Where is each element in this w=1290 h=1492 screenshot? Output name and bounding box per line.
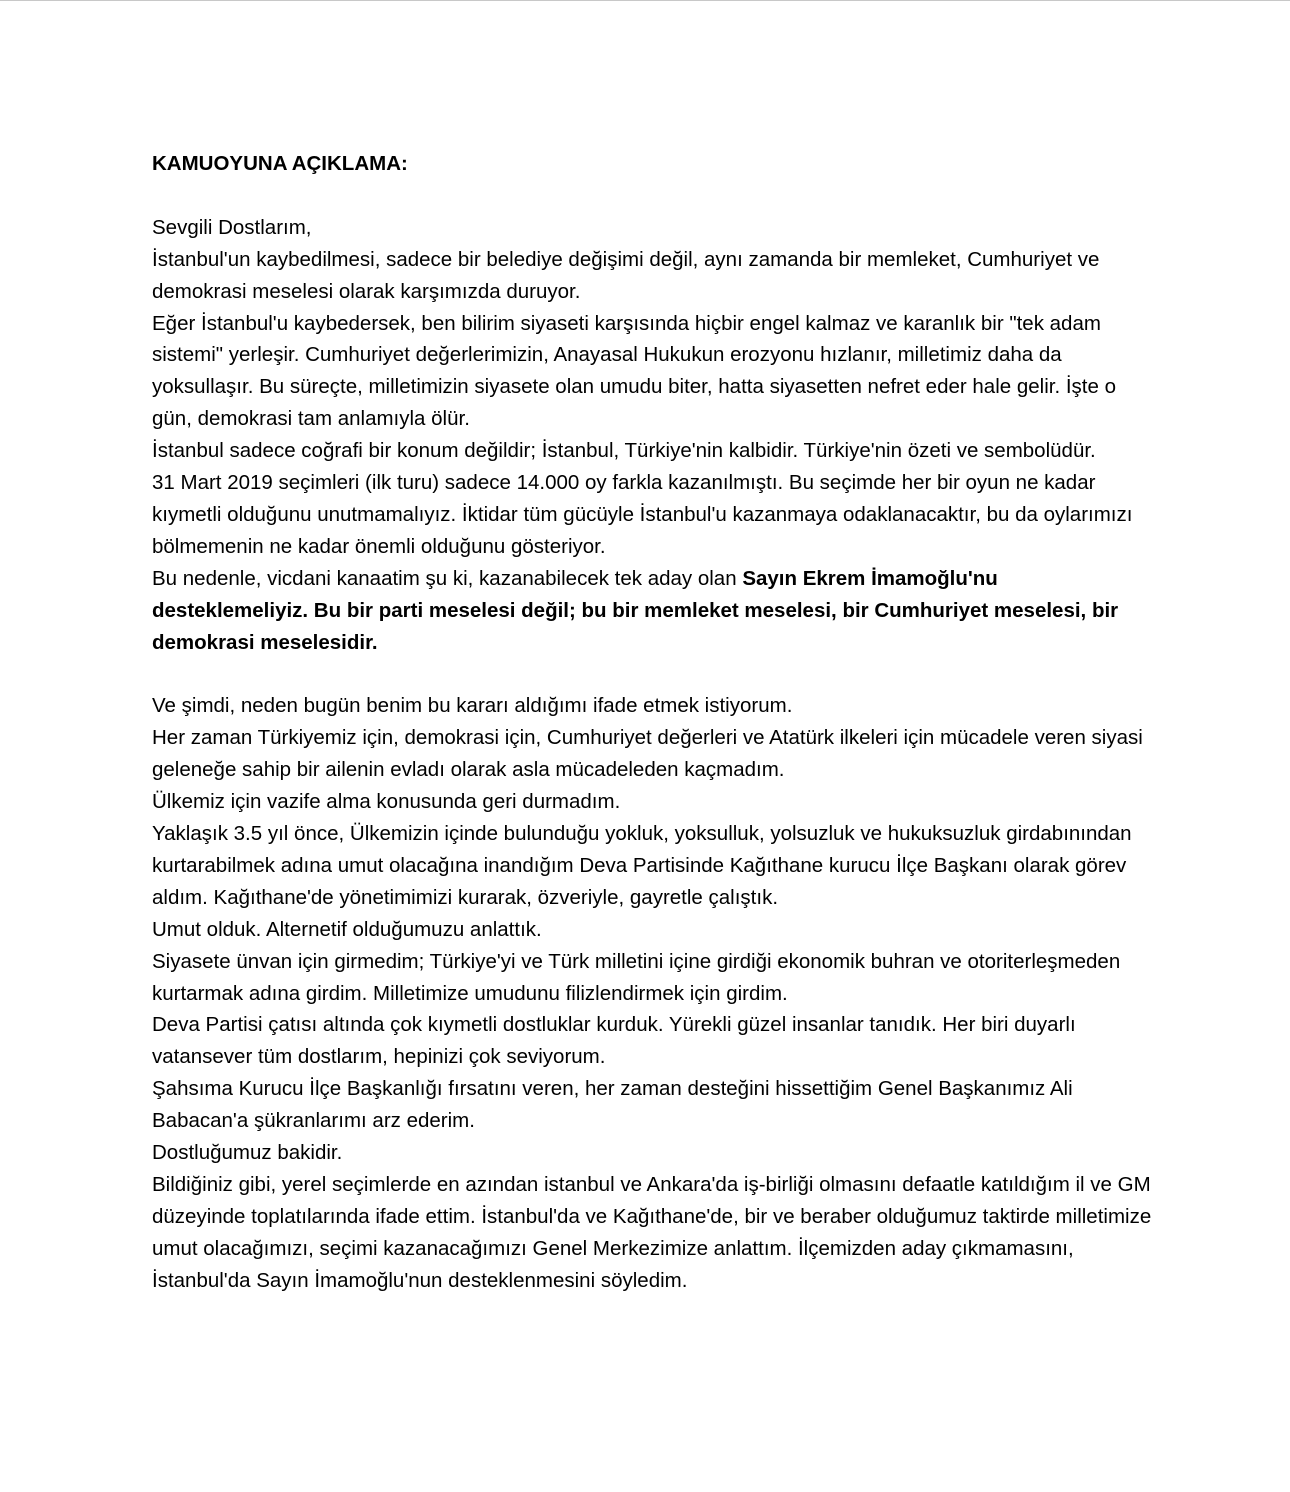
paragraph-5-bold-text: Sayın Ekrem İmamoğlu'nu desteklemeliyiz. Bu bir parti meselesi değil; bu bir memleket meselesi, bir Cumhuriyet meselesi, bir demokrasi meselesidir. (152, 566, 1119, 654)
paragraph-5 (152, 563, 1152, 659)
paragraph-7: Her zaman Türkiyemiz için, demokrasi için, Cumhuriyet değerleri ve Atatürk ilkeleri için mücadele veren siyasi geleneğe sahip bir ailenin evladı olarak asla mücadeleden kaçmadım. (152, 726, 1143, 782)
paragraph-5-text: Bu nedenle, vicdani kanaatim şu ki, kazanabilecek tek aday olan (152, 566, 743, 590)
page-top-border (0, 0, 1290, 1)
paragraph-11: Siyasete ünvan için girmedim; Türkiye'yi ve Türk milletini içine girdiği ekonomik buhran ve otoriterleşmeden kurtarmak adına girdim. Milletimize umudunu filizlendirmek için girdim. (152, 949, 1121, 1005)
paragraph-3: İstanbul sadece coğrafi bir konum değildir; İstanbul, Türkiye'nin kalbidir. Türkiye'nin özeti ve sembolüdür. (152, 439, 1096, 463)
paragraph-8: Ülkemiz için vazife alma konusunda geri durmadım. (152, 790, 621, 814)
paragraph-15: Bildiğiniz gibi, yerel seçimlerde en azından istanbul ve Ankara'da iş-birliği olmasını defaatle katıldığım il ve GM düzeyinde toplatılarında ifade ettim. İstanbul'da ve Kağıthane'de, bir ve beraber olduğumuz taktirde milletimize umut olacağımızı, seçimi kazanacağımızı Genel Merkezimize anlattım. İlçemizden aday çıkmamasını, İstanbul'da Sayın İmamoğlu'nun desteklenmesini söyledim. (152, 1172, 1152, 1292)
paragraph-2: Eğer İstanbul'u kaybedersek, ben bilirim siyaseti karşısında hiçbir engel kalmaz ve karanlık bir "tek adam sistemi" yerleşir. Cumhuriyet değerlerimizin, Anayasal Hukukun erozyonu hızlanır, milletimiz daha da yoksullaşır. Bu süreçte, milletimizin siyasete olan umudu biter, hatta siyasetten nefret eder hale gelir. İşte o gün, demokrasi tam anlamıyla ölür. (152, 311, 1116, 431)
greeting: Sevgili Dostlarım, (152, 215, 312, 239)
document-title: KAMUOYUNA AÇIKLAMA: (152, 152, 408, 175)
paragraph-13: Şahsıma Kurucu İlçe Başkanlığı fırsatını veren, her zaman desteğini hissettiğim Genel Başkanımız Ali Babacan'a şükranlarımı arz ederim. (152, 1077, 1073, 1133)
paragraph-1: İstanbul'un kaybedilmesi, sadece bir belediye değişimi değil, aynı zamanda bir memleket, Cumhuriyet ve demokrasi meselesi olarak karşımızda duruyor. (152, 247, 1100, 303)
paragraph-10: Umut olduk. Alternetif olduğumuzu anlattık. (152, 917, 542, 941)
paragraph-12: Deva Partisi çatısı altında çok kıymetli dostluklar kurduk. Yürekli güzel insanlar tanıdık. Her biri duyarlı vatansever tüm dostlarım, hepinizi çok seviyorum. (152, 1013, 1076, 1069)
document-body (152, 148, 1152, 1297)
blank-line (152, 658, 1152, 690)
blank-line (152, 180, 1152, 212)
paragraph-9: Yaklaşık 3.5 yıl önce, Ülkemizin içinde bulunduğu yokluk, yoksulluk, yolsuzluk ve hukuksuzluk girdabınından kurtarabilmek adına umut olacağına inandığım Deva Partisinde Kağıthane kurucu İlçe Başkanı olarak görev aldım. Kağıthane'de yönetimimizi kurarak, özveriyle, gayretle çalıştık. (152, 822, 1132, 909)
paragraph-6: Ve şimdi, neden bugün benim bu kararı aldığımı ifade etmek istiyorum. (152, 694, 793, 718)
paragraph-14: Dostluğumuz bakidir. (152, 1141, 343, 1165)
paragraph-4: 31 Mart 2019 seçimleri (ilk turu) sadece 14.000 oy farkla kazanılmıştı. Bu seçimde her bir oyun ne kadar kıymetli olduğunu unutmamalıyız. İktidar tüm gücüyle İstanbul'u kazanmaya odaklanacaktır, bu da oylarımızı bölmemenin ne kadar önemli olduğunu gösteriyor. (152, 471, 1133, 558)
